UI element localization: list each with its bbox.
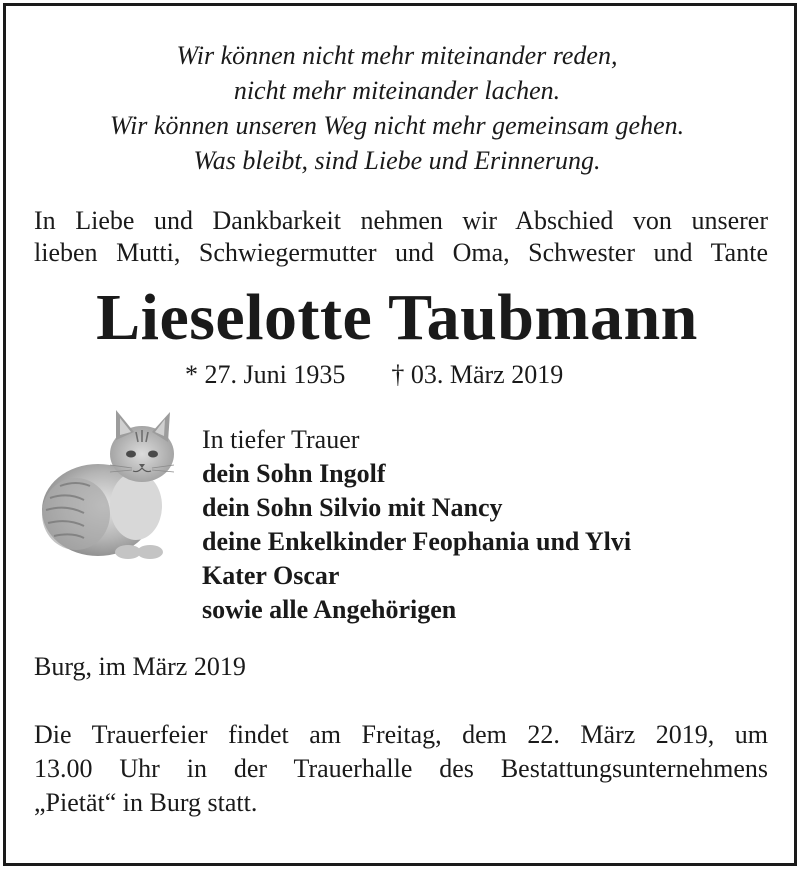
birth-date: * 27. Juni 1935 [185, 360, 346, 389]
deceased-name: Lieselotte Taubmann [96, 281, 698, 354]
service-line: „Pietät“ in Burg statt. [34, 788, 258, 817]
intro-line: lieben Mutti, Schwiegermutter und Oma, Schwester und Tante [34, 238, 768, 267]
mourner-entry: dein Sohn Ingolf [202, 459, 386, 488]
life-dates [185, 358, 563, 392]
service-line: 13.00 Uhr in der Trauerhalle des Bestattungsunternehmens [34, 754, 768, 783]
death-date: † 03. März 2019 [391, 360, 564, 389]
mourner-entry: dein Sohn Silvio mit Nancy [202, 493, 503, 522]
funeral-service-info [34, 718, 768, 820]
mourners-list [202, 423, 631, 627]
poem-line: Was bleibt, sind Liebe und Erinnerung. [193, 146, 601, 175]
mourner-entry: deine Enkelkinder Feophania und Ylvi [202, 527, 632, 556]
mourner-entry: sowie alle Angehörigen [202, 595, 457, 624]
poem-line: Wir können nicht mehr miteinander reden, [176, 41, 618, 70]
mourner-entry: Kater Oscar [202, 561, 340, 590]
intro-line: In Liebe und Dankbarkeit nehmen wir Abschied von unserer [34, 206, 768, 235]
poem-line: Wir können unseren Weg nicht mehr gemeinsam gehen. [109, 111, 685, 140]
place-and-date: Burg, im März 2019 [34, 652, 246, 681]
memorial-poem [0, 38, 794, 178]
farewell-intro [34, 205, 768, 269]
poem-line: nicht mehr miteinander lachen. [233, 76, 561, 105]
mourners-heading: In tiefer Trauer [202, 425, 360, 454]
service-line: Die Trauerfeier findet am Freitag, dem 22. März 2019, um [34, 720, 768, 749]
cat-illustration [36, 402, 176, 564]
